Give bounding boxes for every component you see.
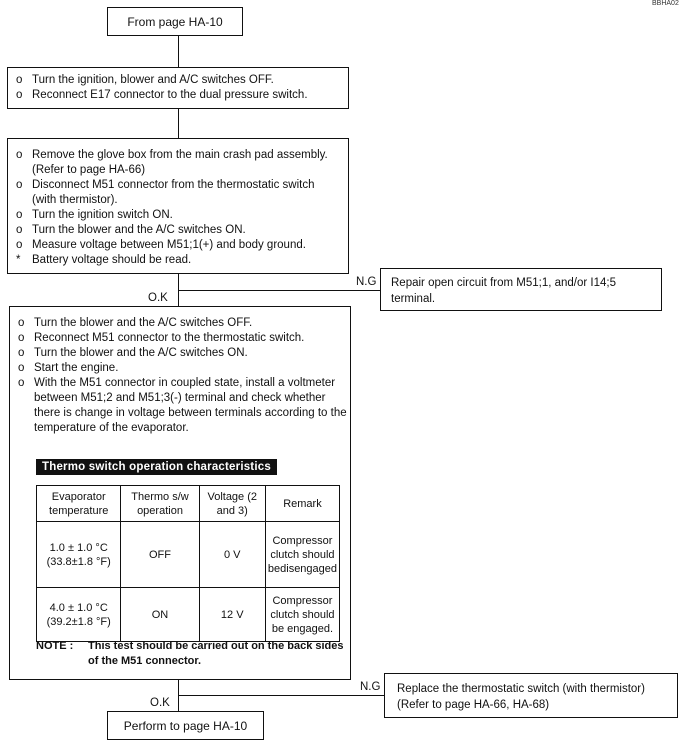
step3-list xyxy=(16,316,347,436)
step2-list xyxy=(14,148,334,268)
step1-item: o Reconnect E17 connector to the dual pressure switch. xyxy=(16,89,308,101)
cell-evaporator-temp: 1.0 ± 1.0 °C (33.8±1.8 °F) xyxy=(37,522,121,588)
end-text: Perform to page HA-10 xyxy=(123,718,248,733)
step2-note: * Battery voltage should be read. xyxy=(16,254,192,266)
cell-thermo-operation: OFF xyxy=(121,522,199,588)
table-title xyxy=(36,459,277,475)
step3-item: o With the M51 connector in coupled state, install a voltmeter between M51;2 and M51;3(-) terminal and check whether there is change in voltage between terminals according to the temperature of the evaporator. xyxy=(18,377,347,434)
header-voltage: Voltage (2 and 3) xyxy=(199,486,265,522)
step3-item: o Reconnect M51 connector to the thermostatic switch. xyxy=(18,332,305,344)
corner-code: BBHA02 xyxy=(652,0,679,7)
cell-thermo-operation: ON xyxy=(121,588,199,642)
connector-ng2-horizontal xyxy=(178,695,384,696)
table-header-row xyxy=(37,486,340,522)
ok-label-2: O.K xyxy=(150,697,170,709)
connector-step1-step2 xyxy=(178,108,179,139)
step1-list xyxy=(14,73,342,103)
start-text: From page HA-10 xyxy=(127,14,223,29)
cell-voltage: 12 V xyxy=(199,588,265,642)
replace-text: Replace the thermostatic switch (with thermistor) (Refer to page HA-66, HA-68) xyxy=(397,683,645,711)
note-text: This test should be carried out on the back sides of the M51 connector. xyxy=(88,640,344,667)
connector-start-step1 xyxy=(178,35,179,68)
step3-item: o Start the engine. xyxy=(18,362,119,374)
table-title-label: Thermo switch operation characteristics xyxy=(36,459,277,475)
header-remark: Remark xyxy=(265,486,339,522)
step2-item: o Remove the glove box from the main crash pad assembly. (Refer to page HA-66) xyxy=(16,149,328,176)
step2-item: o Turn the ignition switch ON. xyxy=(16,209,173,221)
connector-ng1-horizontal xyxy=(178,290,380,291)
cell-voltage: 0 V xyxy=(199,522,265,588)
ok-label-1: O.K xyxy=(148,292,168,304)
end-box xyxy=(107,711,264,740)
step1-box xyxy=(7,67,349,109)
cell-remark: Compressor clutch should be engaged. xyxy=(265,588,339,642)
cell-evaporator-temp: 4.0 ± 1.0 °C (39.2±1.8 °F) xyxy=(37,588,121,642)
thermo-switch-table xyxy=(36,485,340,642)
step3-item: o Turn the blower and the A/C switches ON. xyxy=(18,347,248,359)
step3-box xyxy=(9,306,351,680)
ng-label-1: N.G xyxy=(356,276,377,288)
step2-item: o Turn the blower and the A/C switches ON. xyxy=(16,224,246,236)
header-thermo-operation: Thermo s/w operation xyxy=(121,486,199,522)
step2-box xyxy=(7,138,349,274)
ng-label-2: N.G xyxy=(360,681,381,693)
step2-item: o Measure voltage between M51;1(+) and body ground. xyxy=(16,239,306,251)
cell-remark: Compressor clutch should bedisengaged xyxy=(265,522,339,588)
replace-box xyxy=(384,673,678,718)
step1-item: o Turn the ignition, blower and A/C switches OFF. xyxy=(16,74,274,86)
note-label: NOTE : xyxy=(36,640,74,652)
table-row xyxy=(37,588,340,642)
repair-box xyxy=(380,268,662,311)
step3-item: o Turn the blower and the A/C switches OFF. xyxy=(18,317,253,329)
table-row xyxy=(37,522,340,588)
header-evaporator-temp: Evaporator temperature xyxy=(37,486,121,522)
step2-item: o Disconnect M51 connector from the thermostatic switch (with thermistor). xyxy=(16,179,315,206)
start-box xyxy=(107,7,243,36)
note-block xyxy=(36,639,348,669)
repair-text: Repair open circuit from M51;1, and/or I14;5 terminal. xyxy=(391,277,617,305)
